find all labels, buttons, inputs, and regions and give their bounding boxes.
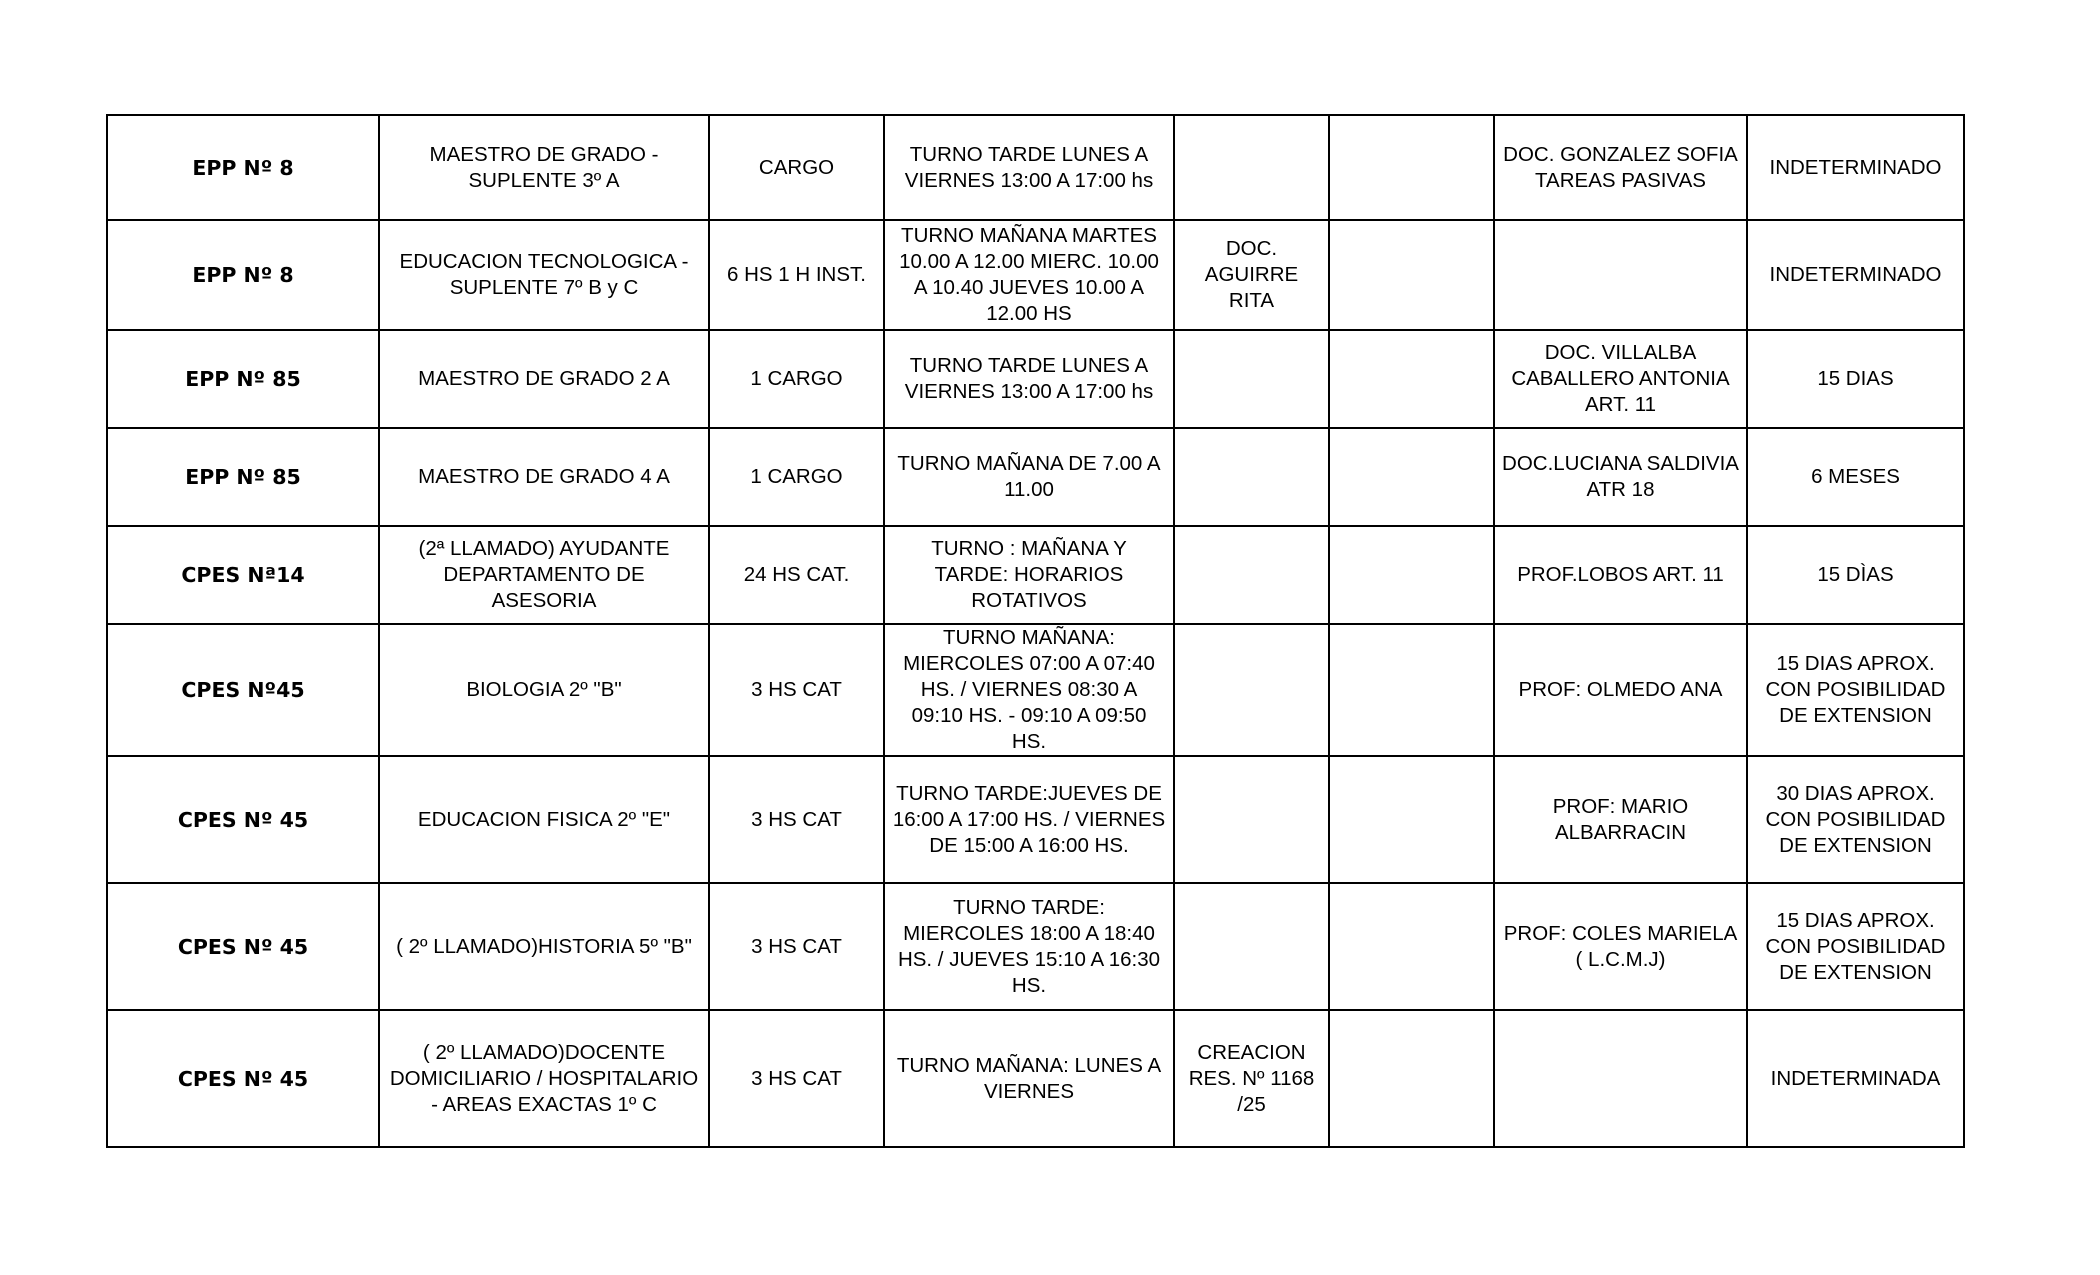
cell-replaces: DOC.LUCIANA SALDIVIA ATR 18: [1494, 428, 1747, 526]
cell-reason: CREACION RES. Nº 1168 /25: [1174, 1010, 1329, 1147]
cell-duration: 15 DÌAS: [1747, 526, 1964, 624]
cell-reason: [1174, 115, 1329, 220]
cell-school: CPES Nº 45: [107, 756, 379, 883]
cell-school: EPP Nº 8: [107, 220, 379, 330]
cell-replaces: DOC. VILLALBA CABALLERO ANTONIA ART. 11: [1494, 330, 1747, 428]
cell-load: CARGO: [709, 115, 884, 220]
cell-extra: [1329, 115, 1494, 220]
cell-school: CPES Nª14: [107, 526, 379, 624]
table-row: [107, 756, 1964, 883]
cell-schedule: TURNO MAÑANA DE 7.00 A 11.00: [884, 428, 1174, 526]
cell-school: EPP Nº 85: [107, 330, 379, 428]
cell-position: ( 2º LLAMADO)HISTORIA 5º "B": [379, 883, 709, 1010]
table-row: [107, 624, 1964, 756]
cell-replaces: PROF: COLES MARIELA ( L.C.M.J): [1494, 883, 1747, 1010]
cell-replaces: [1494, 1010, 1747, 1147]
cell-school: EPP Nº 85: [107, 428, 379, 526]
cell-position: BIOLOGIA 2º "B": [379, 624, 709, 756]
cell-load: 3 HS CAT: [709, 883, 884, 1010]
cell-position: MAESTRO DE GRADO - SUPLENTE 3º A: [379, 115, 709, 220]
cell-extra: [1329, 1010, 1494, 1147]
cell-extra: [1329, 883, 1494, 1010]
cell-duration: 15 DIAS APROX. CON POSIBILIDAD DE EXTENSION: [1747, 883, 1964, 1010]
cell-load: 24 HS CAT.: [709, 526, 884, 624]
cell-position: EDUCACION TECNOLOGICA - SUPLENTE 7º B y C: [379, 220, 709, 330]
cell-replaces: DOC. GONZALEZ SOFIA TAREAS PASIVAS: [1494, 115, 1747, 220]
cell-schedule: TURNO MAÑANA: MIERCOLES 07:00 A 07:40 HS. / VIERNES 08:30 A 09:10 HS. - 09:10 A 09:50 HS.: [884, 624, 1174, 756]
cell-replaces: PROF.LOBOS ART. 11: [1494, 526, 1747, 624]
vacancies-table: [106, 114, 1965, 1148]
table-row: [107, 330, 1964, 428]
cell-schedule: TURNO MAÑANA: LUNES A VIERNES: [884, 1010, 1174, 1147]
cell-school: CPES Nº 45: [107, 883, 379, 1010]
cell-position: (2ª LLAMADO) AYUDANTE DEPARTAMENTO DE ASESORIA: [379, 526, 709, 624]
table-row: [107, 883, 1964, 1010]
cell-reason: [1174, 330, 1329, 428]
cell-school: EPP Nº 8: [107, 115, 379, 220]
cell-duration: 6 MESES: [1747, 428, 1964, 526]
cell-duration: 15 DIAS: [1747, 330, 1964, 428]
cell-reason: [1174, 883, 1329, 1010]
cell-load: 1 CARGO: [709, 428, 884, 526]
cell-position: MAESTRO DE GRADO 2 A: [379, 330, 709, 428]
cell-load: 3 HS CAT: [709, 756, 884, 883]
cell-duration: INDETERMINADA: [1747, 1010, 1964, 1147]
table-row: [107, 1010, 1964, 1147]
cell-reason: [1174, 624, 1329, 756]
cell-position: MAESTRO DE GRADO 4 A: [379, 428, 709, 526]
table-row: [107, 428, 1964, 526]
cell-schedule: TURNO TARDE:JUEVES DE 16:00 A 17:00 HS. / VIERNES DE 15:00 A 16:00 HS.: [884, 756, 1174, 883]
cell-position: ( 2º LLAMADO)DOCENTE DOMICILIARIO / HOSPITALARIO - AREAS EXACTAS 1º C: [379, 1010, 709, 1147]
cell-replaces: PROF: MARIO ALBARRACIN: [1494, 756, 1747, 883]
table-body: [107, 115, 1964, 1147]
cell-reason: [1174, 756, 1329, 883]
cell-schedule: TURNO TARDE: MIERCOLES 18:00 A 18:40 HS. / JUEVES 15:10 A 16:30 HS.: [884, 883, 1174, 1010]
cell-duration: 15 DIAS APROX. CON POSIBILIDAD DE EXTENSION: [1747, 624, 1964, 756]
cell-load: 3 HS CAT: [709, 1010, 884, 1147]
cell-extra: [1329, 526, 1494, 624]
cell-extra: [1329, 330, 1494, 428]
cell-school: CPES Nº 45: [107, 1010, 379, 1147]
cell-load: 6 HS 1 H INST.: [709, 220, 884, 330]
table-row: [107, 526, 1964, 624]
cell-reason: [1174, 428, 1329, 526]
cell-replaces: [1494, 220, 1747, 330]
cell-extra: [1329, 428, 1494, 526]
cell-reason: DOC. AGUIRRE RITA: [1174, 220, 1329, 330]
table-row: [107, 220, 1964, 330]
cell-duration: INDETERMINADO: [1747, 115, 1964, 220]
cell-schedule: TURNO TARDE LUNES A VIERNES 13:00 A 17:00 hs: [884, 330, 1174, 428]
cell-schedule: TURNO TARDE LUNES A VIERNES 13:00 A 17:00 hs: [884, 115, 1174, 220]
cell-reason: [1174, 526, 1329, 624]
cell-school: CPES Nº45: [107, 624, 379, 756]
cell-load: 3 HS CAT: [709, 624, 884, 756]
cell-extra: [1329, 220, 1494, 330]
cell-replaces: PROF: OLMEDO ANA: [1494, 624, 1747, 756]
cell-duration: INDETERMINADO: [1747, 220, 1964, 330]
cell-extra: [1329, 756, 1494, 883]
cell-load: 1 CARGO: [709, 330, 884, 428]
cell-extra: [1329, 624, 1494, 756]
table-row: [107, 115, 1964, 220]
cell-duration: 30 DIAS APROX. CON POSIBILIDAD DE EXTENSION: [1747, 756, 1964, 883]
cell-position: EDUCACION FISICA 2º "E": [379, 756, 709, 883]
cell-schedule: TURNO MAÑANA MARTES 10.00 A 12.00 MIERC. 10.00 A 10.40 JUEVES 10.00 A 12.00 HS: [884, 220, 1174, 330]
cell-schedule: TURNO : MAÑANA Y TARDE: HORARIOS ROTATIVOS: [884, 526, 1174, 624]
